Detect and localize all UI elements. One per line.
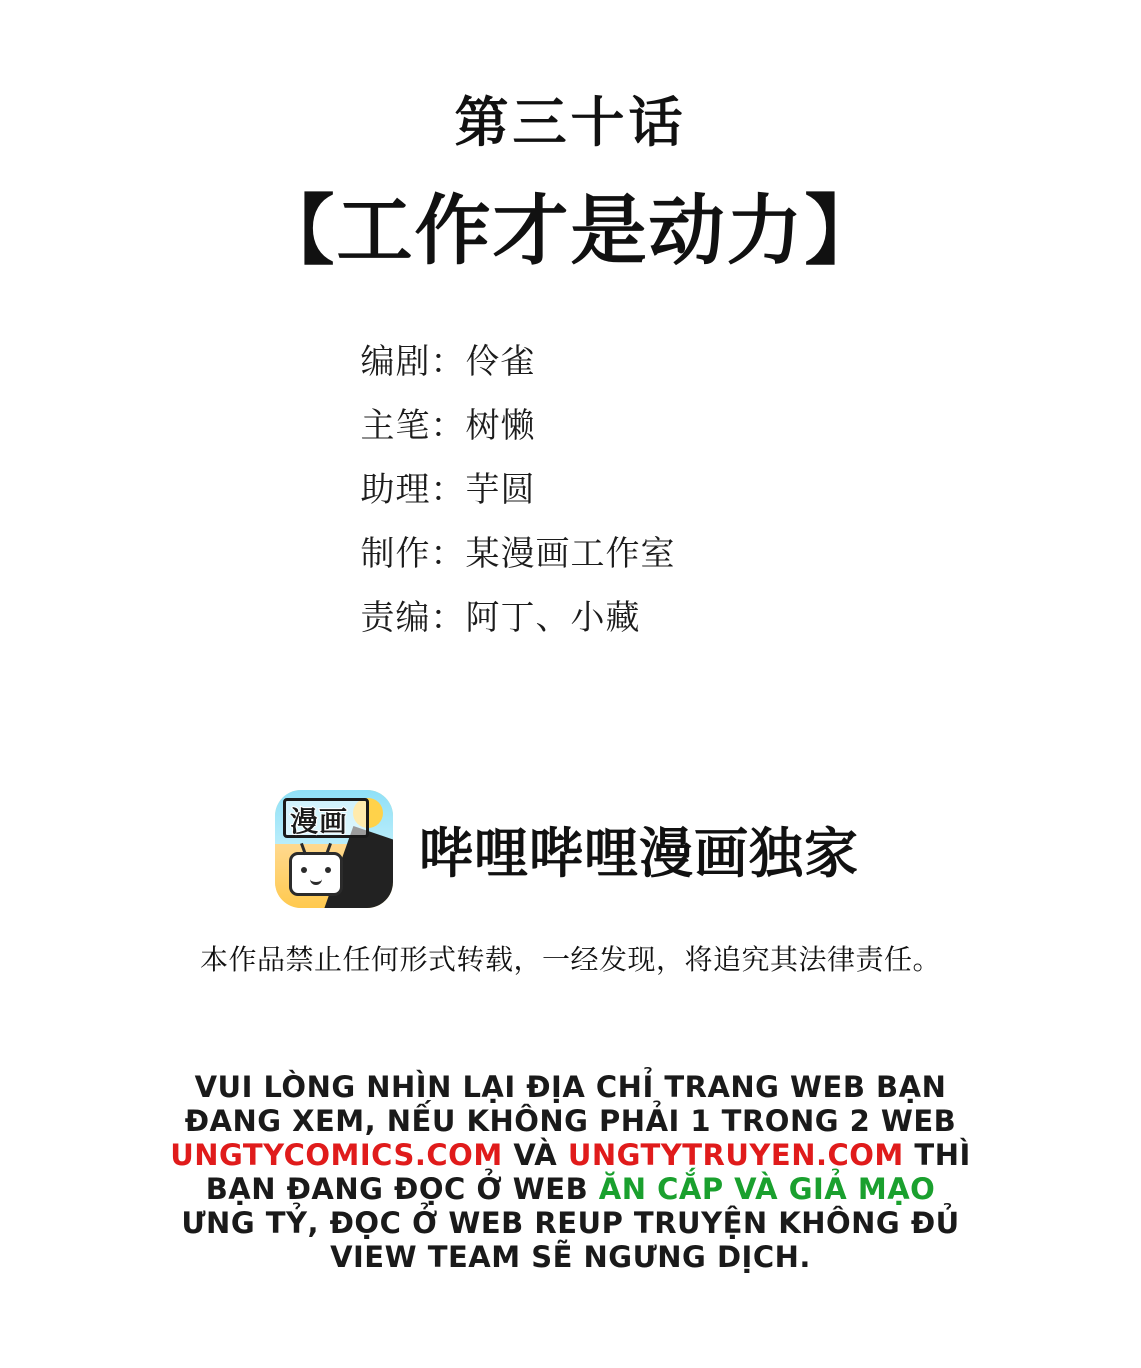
chapter-title: 【工作才是动力】	[258, 186, 883, 275]
vietnamese-warning-notice	[0, 1070, 1141, 1274]
credit-row: 主笔：树懒	[360, 406, 536, 446]
credit-row: 助理：芋圆	[360, 470, 536, 510]
vn-line-4	[0, 1172, 1141, 1206]
vn-site-2: UNGTYTRUYEN.COM	[567, 1138, 904, 1172]
brand-line	[275, 790, 859, 908]
vn-line-2: ĐANG XEM, NẾU KHÔNG PHẢI 1 TRONG 2 WEB	[184, 1104, 957, 1138]
brand-name: 哔哩哔哩漫画独家	[419, 821, 859, 885]
credits-list	[0, 330, 1141, 650]
vn-conjunction: VÀ	[513, 1138, 558, 1172]
credit-row: 责编：阿丁、小藏	[360, 598, 641, 638]
chapter-number: 第三十话	[454, 91, 687, 154]
vn-site-1: UNGTYCOMICS.COM	[170, 1138, 503, 1172]
logo-tv-mouth	[310, 877, 322, 885]
vn-line4-head: BẠN ĐANG ĐỌC Ở WEB	[205, 1172, 589, 1206]
vn-line-6: VIEW TEAM SẼ NGƯNG DỊCH.	[330, 1240, 811, 1274]
credit-row: 编剧：伶雀	[360, 342, 536, 382]
vn-line-5: ƯNG TỶ, ĐỌC Ở WEB REUP TRUYỆN KHÔNG ĐỦ	[181, 1206, 960, 1240]
vn-line4-highlight: ĂN CẮP VÀ GIẢ MẠO	[598, 1172, 936, 1206]
copyright-notice: 本作品禁止任何形式转载，一经发现，将追究其法律责任。	[199, 943, 941, 976]
logo-label-text: 漫画	[290, 805, 349, 838]
vn-line-3	[0, 1138, 1141, 1172]
credit-row: 制作：某漫画工作室	[360, 534, 676, 574]
bilibili-manga-app-icon	[275, 790, 393, 908]
logo-tv-eye-left	[301, 867, 307, 873]
vn-line3-tail: THÌ	[914, 1138, 971, 1172]
vn-line-1: VUI LÒNG NHÌN LẠI ĐỊA CHỈ TRANG WEB BẠN	[194, 1070, 947, 1104]
logo-tv-character-icon	[289, 852, 343, 896]
logo-tv-eye-right	[325, 867, 331, 873]
